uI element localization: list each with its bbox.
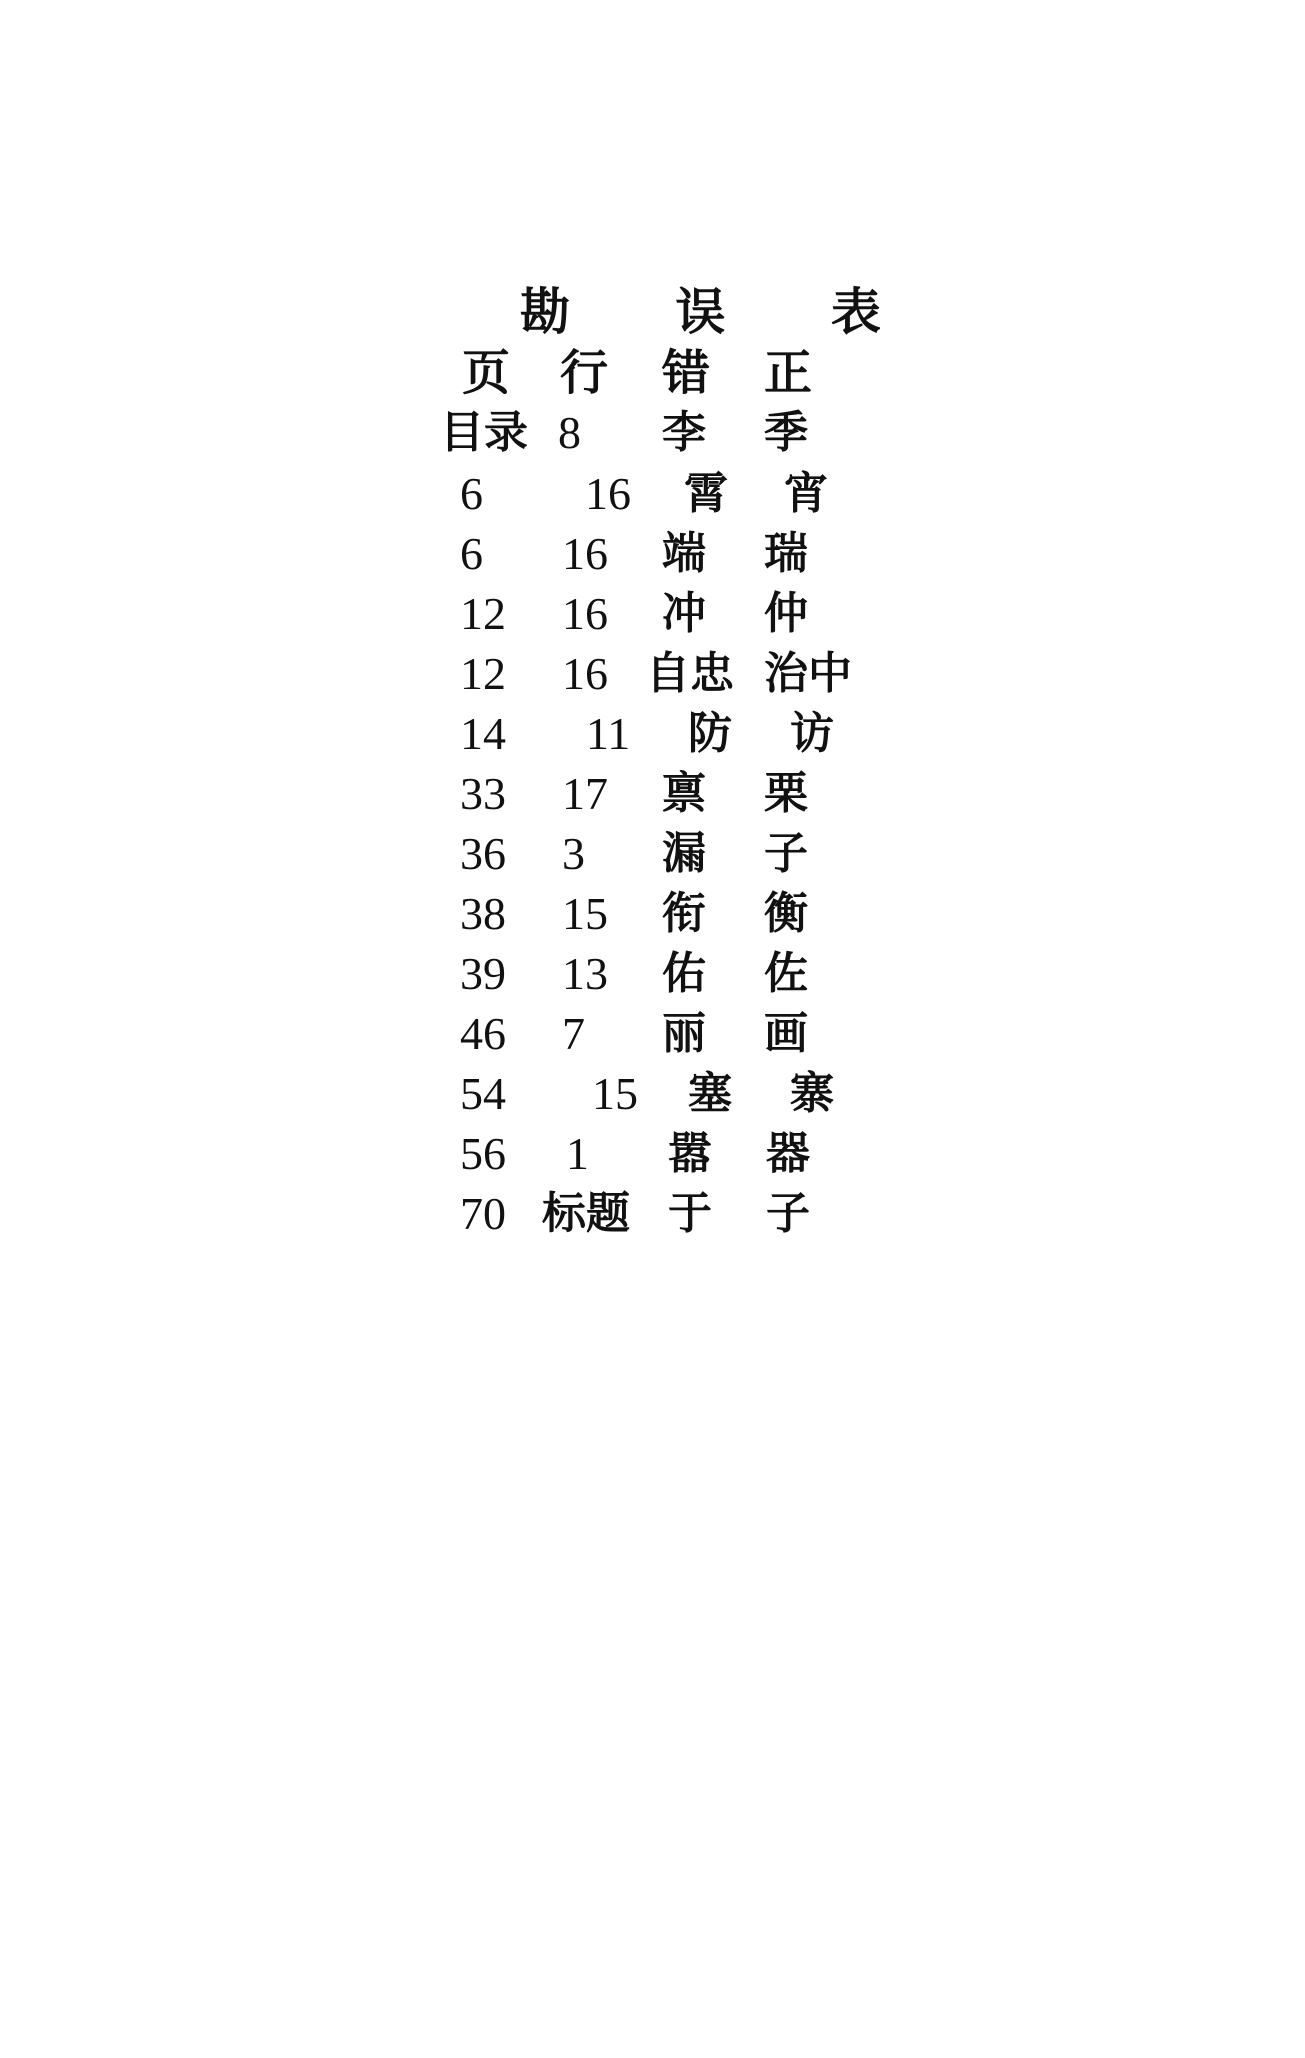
table-row <box>0 1124 1305 1184</box>
cell-wrong: 冲 <box>662 588 706 639</box>
cell-page: 12 <box>460 588 506 639</box>
cell-page: 6 <box>460 528 483 579</box>
cell-correct: 画 <box>764 1008 808 1059</box>
table-row <box>0 1004 1305 1064</box>
cell-line: 15 <box>592 1068 638 1119</box>
cell-wrong: 佑 <box>662 948 706 999</box>
cell-wrong: 端 <box>662 528 706 579</box>
cell-page: 39 <box>460 948 506 999</box>
header-line: 行 <box>560 345 609 401</box>
cell-correct: 季 <box>764 407 808 458</box>
header-page: 页 <box>462 345 511 401</box>
table-row <box>0 764 1305 824</box>
cell-page: 46 <box>460 1008 506 1059</box>
cell-line: 15 <box>562 888 608 939</box>
header-correct: 正 <box>764 345 813 401</box>
table-row <box>0 704 1305 764</box>
cell-correct: 栗 <box>764 768 808 819</box>
cell-correct: 寨 <box>790 1068 834 1119</box>
cell-wrong: 李 <box>662 407 706 458</box>
cell-wrong: 霄 <box>684 468 728 519</box>
cell-correct: 治中 <box>764 648 852 699</box>
cell-line: 1 <box>566 1128 589 1179</box>
table-row <box>0 403 1305 463</box>
cell-correct: 衡 <box>764 888 808 939</box>
table-row <box>0 944 1305 1004</box>
cell-page: 38 <box>460 888 506 939</box>
cell-wrong: 于 <box>668 1188 712 1239</box>
table-header <box>0 343 1305 403</box>
header-wrong: 错 <box>662 345 711 401</box>
table-row <box>0 464 1305 524</box>
cell-line: 16 <box>585 468 631 519</box>
cell-page: 56 <box>460 1128 506 1179</box>
cell-correct: 子 <box>764 828 808 879</box>
cell-line: 8 <box>558 407 581 458</box>
cell-page: 12 <box>460 648 506 699</box>
table-row <box>0 1064 1305 1124</box>
cell-line: 16 <box>562 588 608 639</box>
cell-page: 36 <box>460 828 506 879</box>
cell-page: 54 <box>460 1068 506 1119</box>
cell-line: 标题 <box>542 1188 630 1239</box>
table-row <box>0 884 1305 944</box>
cell-correct: 佐 <box>764 948 808 999</box>
cell-line: 13 <box>562 948 608 999</box>
table-row <box>0 824 1305 884</box>
cell-line: 7 <box>562 1008 585 1059</box>
cell-correct: 仲 <box>764 588 808 639</box>
table-row <box>0 524 1305 584</box>
cell-line: 16 <box>562 648 608 699</box>
table-row <box>0 1184 1305 1244</box>
cell-line: 16 <box>562 528 608 579</box>
cell-wrong: 衔 <box>662 888 706 939</box>
page-title: 勘 误 表 <box>520 282 925 341</box>
cell-page: 70 <box>460 1188 506 1239</box>
cell-wrong: 嚣 <box>668 1128 712 1179</box>
cell-page: 33 <box>460 768 506 819</box>
table-row <box>0 644 1305 704</box>
cell-correct: 子 <box>766 1188 810 1239</box>
cell-page: 目录 <box>440 407 528 458</box>
cell-correct: 宵 <box>784 468 828 519</box>
cell-line: 3 <box>562 828 585 879</box>
cell-wrong: 漏 <box>662 828 706 879</box>
cell-wrong: 丽 <box>662 1008 706 1059</box>
cell-page: 6 <box>460 468 483 519</box>
cell-correct: 瑞 <box>764 528 808 579</box>
cell-wrong: 禀 <box>662 768 706 819</box>
cell-correct: 访 <box>790 708 834 759</box>
table-row <box>0 584 1305 644</box>
cell-page: 14 <box>460 708 506 759</box>
cell-correct: 器 <box>766 1128 810 1179</box>
cell-line: 17 <box>562 768 608 819</box>
cell-wrong: 自忠 <box>646 648 734 699</box>
cell-line: 11 <box>586 708 631 759</box>
cell-wrong: 防 <box>688 708 732 759</box>
cell-wrong: 塞 <box>688 1068 732 1119</box>
